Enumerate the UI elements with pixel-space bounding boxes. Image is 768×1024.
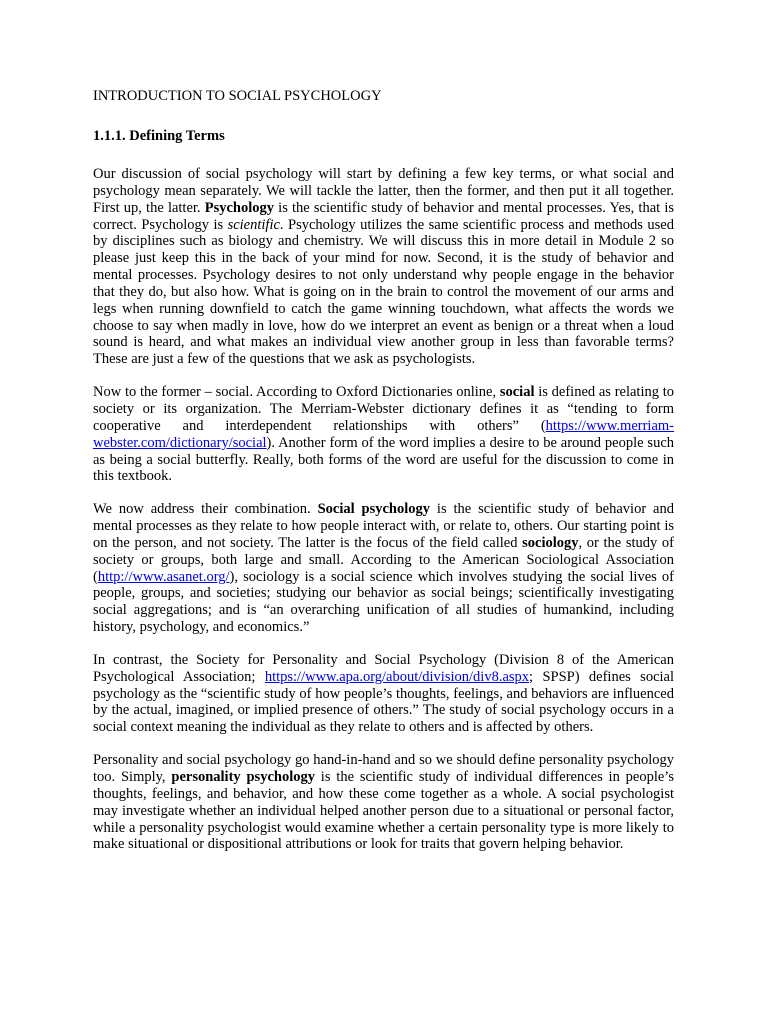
paragraph-social-psychology-definition — [93, 501, 674, 636]
text-run: We now address their combination. — [93, 501, 318, 518]
section-heading: 1.1.1. Defining Terms — [93, 128, 225, 144]
text-run: is the scientific study of individual differences in people’s thoughts, feelings, and behavior, and how these come together as a whole. A social psychologist may investigate whether an individual helped another person due to a situational or personal factor, while a personality psychologist would examine whether a certain personality type is more likely to make situational or dispositional attributions or look for traits that govern helping behavior. — [93, 769, 674, 853]
paragraph-spsp-definition — [93, 652, 674, 736]
text-run: Our discussion of social psychology will start by defining a few key terms, or what social and psychology mean separately. We will tackle the latter, then the former, and then put it all together. First up, the latter. — [93, 166, 674, 216]
text-run: Personality and social psychology go hand-in-hand and so we should define personality psychology too. Simply, — [93, 752, 674, 785]
text-run: is the scientific study of behavior and mental processes. Yes, that is correct. Psychology is — [93, 199, 674, 233]
paragraph-psychology-definition — [93, 166, 674, 368]
document-title: INTRODUCTION TO SOCIAL PSYCHOLOGY — [93, 88, 382, 104]
text-run: In contrast, the Society for Personality and Social Psychology (Division 8 of the American Psychological Association; — [93, 651, 674, 685]
text-run: . Psychology utilizes the same scientific process and methods used by disciplines such as biology and chemistry. We will discuss this in more detail in Module 2 so please just keep this in the back of your mind for now. Second, it is the study of behavior and mental processes. Psychology desires to not only understand why people engage in the behavior that they do, but also how. What is going on in the brain to control the movement of our arms and legs when running downfield to catch the game winning touchdown, what affects the words we choose to say when madly in love, how do we interpret an event as benign or a threat when a loud sound is heard, and what makes an individual view another group in less than favorable terms? These are just a few of the questions that we ask as psychologists. — [93, 216, 674, 368]
text-run: ). Another form of the word implies a desire to be around people such as being a social butterfly. Really, both forms of the word are useful for the discussion to come in this textbook. — [93, 434, 674, 485]
text-run: ; SPSP) defines social psychology as the “scientific study of how people’s thoughts, feelings, and behaviors are influenced by the actual, imagined, or implied presence of others.” The study of social psychology occurs in a social context meaning the individual as they relate to others and is affected by others. — [93, 668, 674, 736]
asanet-link[interactable]: http://www.asanet.org/ — [97, 568, 230, 585]
text-run: Now to the former – social. According to Oxford Dictionaries online, — [93, 384, 500, 401]
paragraph-social-definition — [93, 384, 674, 485]
merriam-webster-link[interactable]: https://www.merriam-webster.com/dictionary/social — [93, 417, 674, 451]
term-personality-psychology: personality psychology — [171, 769, 315, 785]
text-run: , or the study of society or groups, both large and small. According to the American Sociological Association ( — [93, 534, 675, 585]
apa-division-link[interactable]: https://www.apa.org/about/division/div8.aspx — [264, 668, 530, 685]
term-sociology: sociology — [522, 534, 579, 551]
term-social-psychology: Social psychology — [317, 501, 431, 518]
text-run: ), sociology is a social science which involves studying the social lives of people, groups, and societies; studying our behavior as social beings; scientifically investigating social aggregations; and is “an overarching unification of all studies of humankind, including history, psychology, and economics.” — [93, 568, 674, 636]
emphasis-scientific: scientific — [227, 216, 280, 233]
paragraph-personality-psychology — [93, 752, 674, 853]
document-page — [93, 88, 674, 869]
term-social: social — [499, 384, 535, 401]
text-run: is defined as relating to society or its organization. The Merriam-Webster dictionary defines it as “tending to form cooperative and interdependent relationships with others” ( — [93, 384, 675, 434]
text-run: is the scientific study of behavior and mental processes as they relate to how people interact with, or relate to, others. Our starting point is on the person, and not society. The latter is the focus of the field called — [93, 501, 674, 551]
term-psychology: Psychology — [204, 199, 275, 216]
